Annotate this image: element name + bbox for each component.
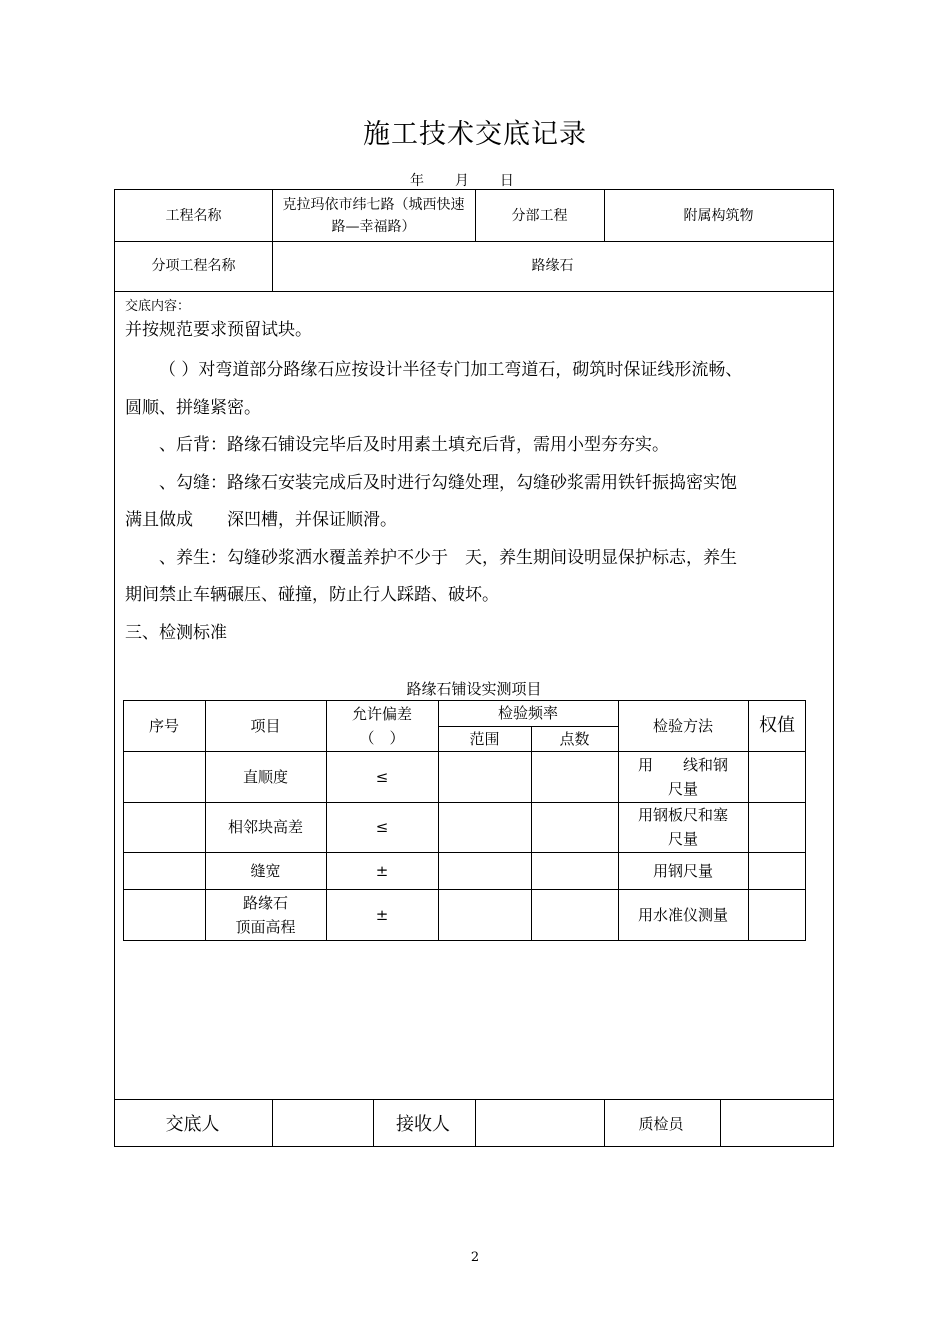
header-item: 项目 [250, 716, 281, 735]
row-tolerance: ≤ [375, 767, 389, 786]
row-method [618, 751, 748, 802]
row-tolerance: ± [375, 906, 389, 924]
header-tolerance-line1: 允许偏差 [351, 704, 412, 723]
divider [115, 291, 833, 292]
content-section-heading: 三、检测标准 [125, 622, 227, 643]
subitem-label: 分项工程名称 [151, 258, 236, 274]
date-line [410, 170, 514, 190]
content-line: 期间禁止车辆碾压、碰撞，防止行人踩踏、破坏。 [125, 585, 499, 605]
row-item-line2: 顶面高程 [235, 918, 296, 936]
header-tolerance-line2: （ ） [359, 728, 405, 747]
row-method-line1: 用钢板尺和塞 [637, 806, 728, 824]
page-title: 施工技术交底记录 [363, 119, 587, 150]
division-value: 附属构筑物 [683, 207, 754, 224]
content-line: 、勾缝：路缘石安装完成后及时进行勾缝处理，勾缝砂浆需用铁钎振捣密实饱 [159, 472, 737, 493]
row-method-line1: 用 线和钢 [637, 755, 728, 774]
content-line: 、后背：路缘石铺设完毕后及时用素土填充后背，需用小型夯夯实。 [159, 435, 669, 455]
content-label: 交底内容： [125, 299, 191, 314]
row-item-line1: 路缘石 [242, 894, 288, 912]
project-name-value [272, 190, 475, 241]
subitem-value: 路缘石 [531, 258, 574, 274]
header-weight: 权值 [759, 714, 795, 736]
row-method-line2: 尺量 [667, 779, 698, 798]
disclosure-content [125, 298, 829, 652]
row-method [618, 802, 748, 852]
header-seq: 序号 [148, 716, 179, 735]
header-points: 点数 [559, 729, 590, 748]
header-range: 范围 [469, 729, 500, 748]
content-line: 满且做成 深凹槽，并保证顺滑。 [125, 510, 397, 530]
row-method-line2: 尺量 [667, 830, 698, 848]
project-name-line2: 路—幸福路） [331, 218, 416, 235]
inspection-table [123, 700, 806, 941]
header-tolerance [326, 700, 438, 751]
row-item: 相邻块高差 [227, 818, 303, 836]
row-tolerance: ± [375, 861, 389, 880]
content-line: 圆顺、拼缝紧密。 [125, 397, 261, 418]
content-line: 、养生：勾缝砂浆洒水覆盖养护不少于 天，养生期间设明显保护标志，养生 [159, 547, 737, 568]
disclosure-form [114, 189, 834, 1147]
division-label: 分部工程 [511, 207, 568, 224]
date-day: 日 [499, 173, 514, 189]
inspection-table-caption: 路缘石铺设实测项目 [406, 680, 542, 698]
header-method: 检验方法 [652, 716, 713, 735]
date-month: 月 [454, 173, 469, 189]
row-item [205, 889, 326, 941]
header-frequency: 检验频率 [497, 704, 558, 722]
content-line: （ ）对弯道部分路缘石应按设计半径专门加工弯道石，砌筑时保证线形流畅、 [159, 360, 743, 380]
page-number: 2 [470, 1250, 480, 1265]
project-name-line1: 克拉玛依市纬七路（城西快速 [282, 196, 465, 213]
project-name-label: 工程名称 [165, 207, 222, 224]
row-method: 用水准仪测量 [637, 906, 728, 924]
row-tolerance: ≤ [375, 818, 389, 836]
date-year: 年 [410, 173, 424, 189]
receiver-signature-field[interactable] [474, 1099, 603, 1147]
row-item: 缝宽 [250, 861, 281, 880]
inspector-label: 质检员 [638, 1114, 684, 1133]
inspector-signature-field[interactable] [719, 1099, 834, 1147]
row-item: 直顺度 [242, 767, 288, 786]
discloser-label: 交底人 [165, 1114, 220, 1135]
row-method: 用钢尺量 [652, 861, 713, 880]
discloser-signature-field[interactable] [271, 1099, 372, 1147]
content-line: 并按规范要求预留试块。 [125, 320, 312, 340]
receiver-label: 接收人 [396, 1114, 450, 1135]
